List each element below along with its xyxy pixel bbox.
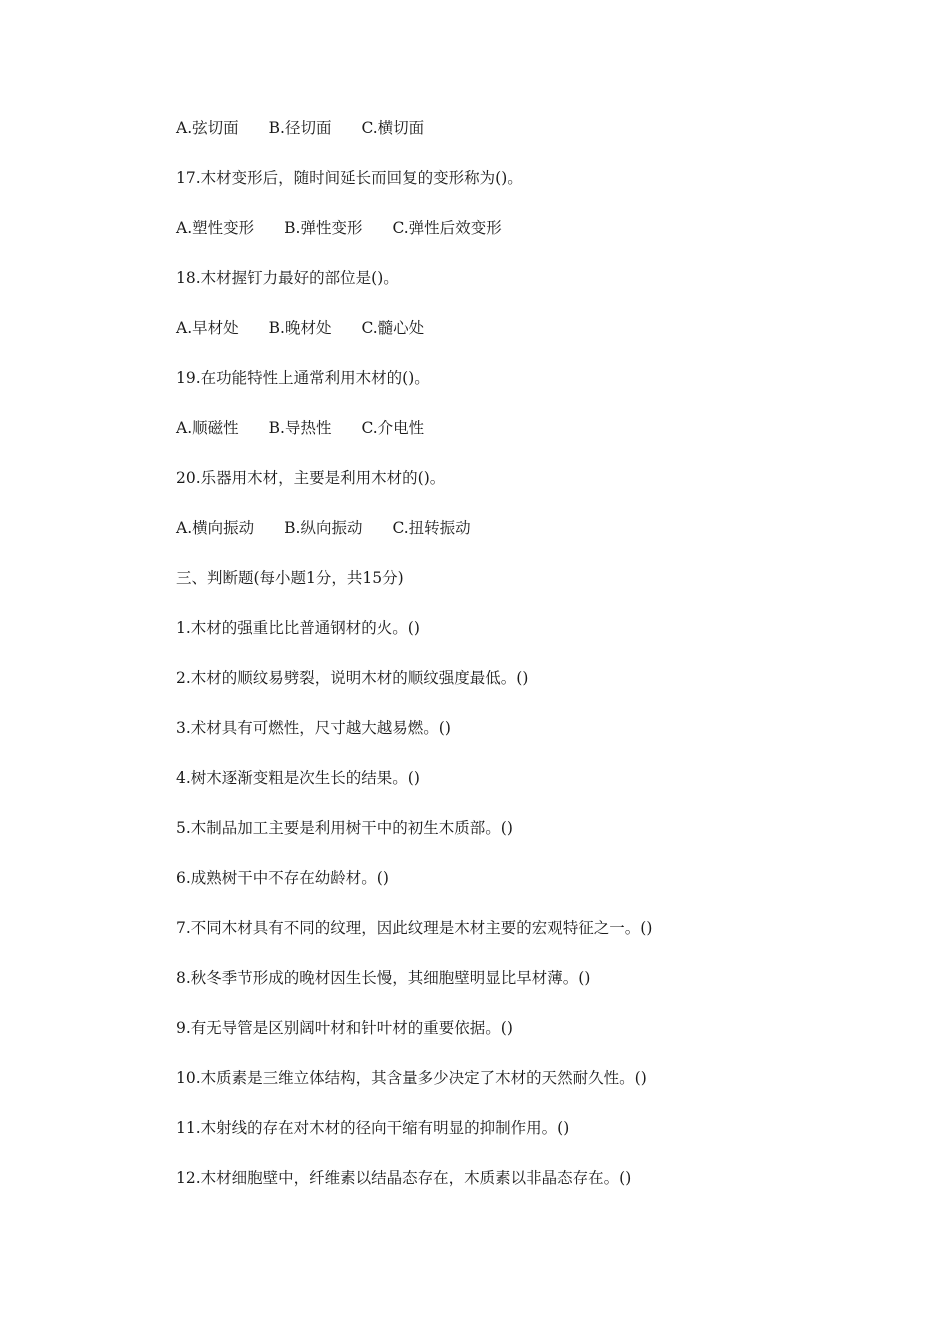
q17-option-c: C.弹性后效变形 bbox=[392, 219, 502, 237]
judgment-item-7: 7.不同木材具有不同的纹理，因此纹理是木材主要的宏观特征之一。() bbox=[176, 919, 653, 937]
q17-question: 17.木材变形后，随时间延长而回复的变形称为()。 bbox=[176, 169, 523, 187]
q16-options bbox=[176, 118, 424, 138]
q19-options bbox=[176, 418, 424, 438]
section3-heading: 三、判断题(每小题1分，共15分) bbox=[176, 569, 404, 587]
q20-options bbox=[176, 518, 471, 538]
q20-option-c: C.扭转振动 bbox=[392, 519, 471, 537]
judgment-item-6: 6.成熟树干中不存在幼龄材。() bbox=[176, 869, 389, 887]
q18-option-a: A.早材处 bbox=[176, 319, 239, 337]
q17-option-b: B.弹性变形 bbox=[284, 219, 363, 237]
q19-question: 19.在功能特性上通常利用木材的()。 bbox=[176, 369, 430, 387]
judgment-item-12: 12.木材细胞壁中，纤维素以结晶态存在，木质素以非晶态存在。() bbox=[176, 1169, 632, 1187]
q18-question: 18.木材握钉力最好的部位是()。 bbox=[176, 269, 399, 287]
q19-option-c: C.介电性 bbox=[361, 419, 425, 437]
judgment-item-9: 9.有无导管是区别阔叶材和针叶材的重要依据。() bbox=[176, 1019, 513, 1037]
judgment-item-10: 10.木质素是三维立体结构，其含量多少决定了木材的天然耐久性。() bbox=[176, 1069, 647, 1087]
q18-options bbox=[176, 318, 424, 338]
judgment-item-11: 11.木射线的存在对木材的径向干缩有明显的抑制作用。() bbox=[176, 1119, 570, 1137]
q20-option-a: A.横向振动 bbox=[176, 519, 255, 537]
judgment-item-4: 4.树木逐渐变粗是次生长的结果。() bbox=[176, 769, 420, 787]
q19-option-b: B.导热性 bbox=[268, 419, 332, 437]
q17-options bbox=[176, 218, 502, 238]
judgment-item-3: 3.术材具有可燃性，尺寸越大越易燃。() bbox=[176, 719, 451, 737]
q20-option-b: B.纵向振动 bbox=[284, 519, 363, 537]
q19-option-a: A.顺磁性 bbox=[176, 419, 239, 437]
q16-option-c: C.横切面 bbox=[361, 119, 425, 137]
q17-option-a: A.塑性变形 bbox=[176, 219, 255, 237]
q20-question: 20.乐器用木材，主要是利用木材的()。 bbox=[176, 469, 446, 487]
q18-option-b: B.晚材处 bbox=[268, 319, 332, 337]
judgment-item-5: 5.木制品加工主要是利用树干中的初生木质部。() bbox=[176, 819, 513, 837]
judgment-item-2: 2.木材的顺纹易劈裂，说明木材的顺纹强度最低。() bbox=[176, 669, 529, 687]
q16-option-a: A.弦切面 bbox=[176, 119, 239, 137]
judgment-item-8: 8.秋冬季节形成的晚材因生长慢，其细胞壁明显比早材薄。() bbox=[176, 969, 591, 987]
judgment-item-1: 1.木材的强重比比普通钢材的火。() bbox=[176, 619, 420, 637]
q16-option-b: B.径切面 bbox=[268, 119, 332, 137]
q18-option-c: C.髓心处 bbox=[361, 319, 425, 337]
